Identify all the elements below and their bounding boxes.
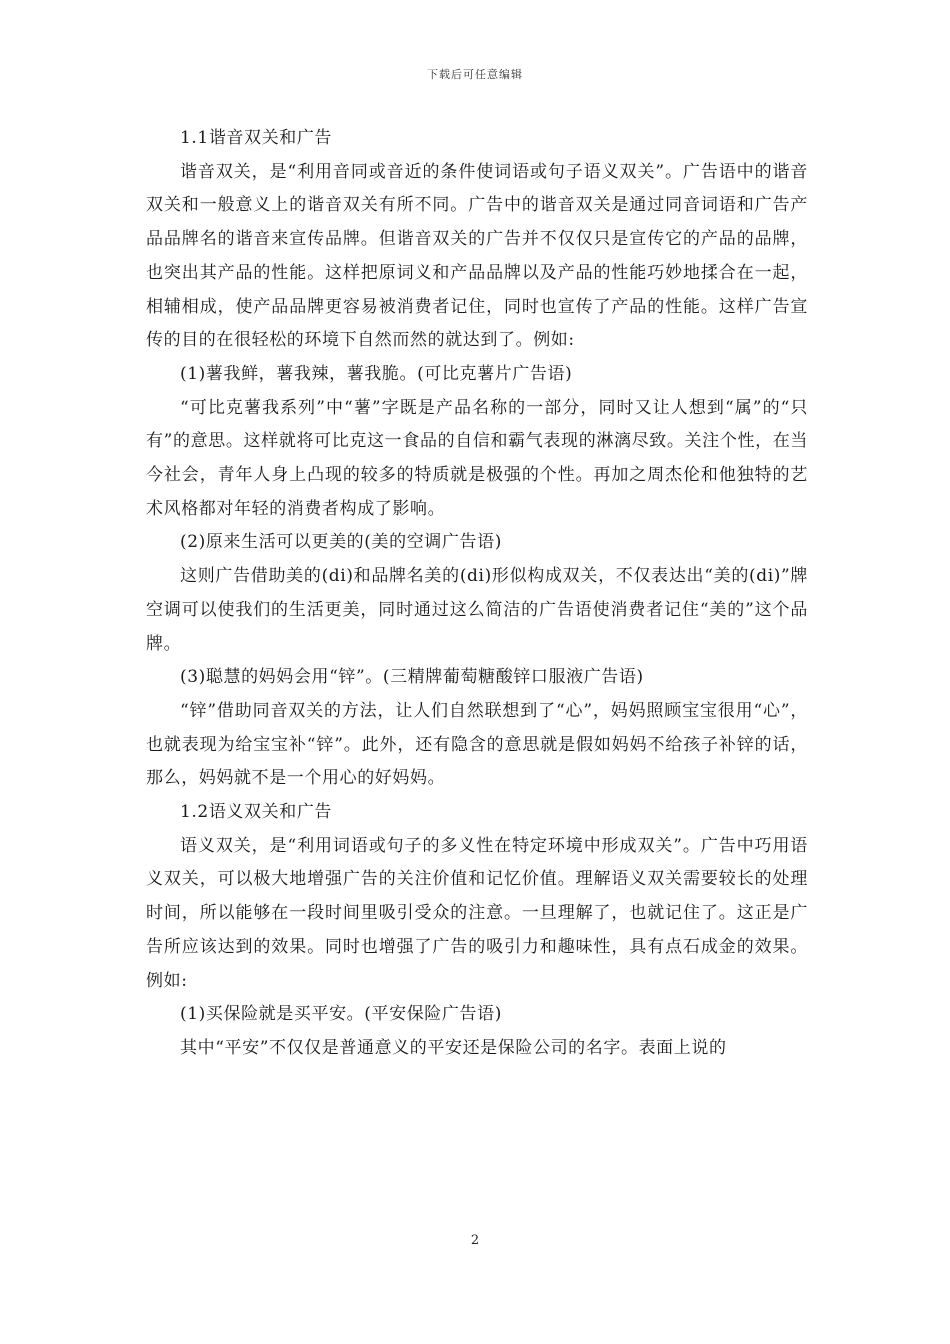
example-item: (2)原来生活可以更美的(美的空调广告语) — [180, 532, 502, 553]
page-number: 2 — [470, 1233, 480, 1248]
example-item: (1)买保险就是买平安。(平安保险广告语) — [180, 1004, 502, 1025]
example-item: (1)薯我鲜，薯我辣，薯我脆。(可比克薯片广告语) — [180, 363, 573, 384]
paragraph: “可比克薯我系列”中“薯”字既是产品名称的一部分，同时又让人想到“属”的“只有”的意思。这样就将可比克这一食品的自信和霸气表现的淋漓尽致。关注个性，在当今社会，青年人身上凸现的较多的特质就是极强的个性。再加之周杰伦和他独特的艺术风格都对年轻的消费者构成了影响。 — [146, 397, 808, 519]
document-body — [146, 122, 808, 1066]
page-header: 下载后可任意编辑 — [427, 68, 523, 81]
section-heading-1-2: 1.2语义双关和广告 — [180, 802, 333, 823]
paragraph: 这则广告借助美的(di)和品牌名美的(di)形似构成双关，不仅表达出“美的(di)”牌空调可以使我们的生活更美，同时通过这么简洁的广告语使消费者记住“美的”这个品牌。 — [146, 566, 808, 654]
section-heading-1-1: 1.1谐音双关和广告 — [180, 128, 333, 148]
paragraph: 其中“平安”不仅仅是普通意义的平安还是保险公司的名字。表面上说的 — [180, 1037, 727, 1058]
paragraph: 语义双关，是“利用词语或句子的多义性在特定环境中形成双关”。广告中巧用语义双关，可以极大地增强广告的关注价值和记忆价值。理解语义双关需要较长的处理时间，所以能够在一段时间里吸引受众的注意。一旦理解了，也就记住了。这正是广告所应该达到的效果。同时也增强了广告的吸引力和趣味性，具有点石成金的效果。例如: — [146, 835, 808, 991]
example-item: (3)聪慧的妈妈会用“锌”。(三精牌葡萄糖酸锌口服液广告语) — [180, 667, 644, 688]
paragraph: 谐音双关，是“利用音同或音近的条件使词语或句子语义双关”。广告语中的谐音双关和一般意义上的谐音双关有所不同。广告中的谐音双关是通过同音词语和广告产品品牌名的谐音来宣传品牌。但谐音双关的广告并不仅仅只是宣传它的产品的品牌，也突出其产品的性能。这样把原词义和产品品牌以及产品的性能巧妙地揉合在一起，相辅相成，使产品品牌更容易被消费者记住，同时也宣传了产品的性能。这样广告宣传的目的在很轻松的环境下自然而然的就达到了。例如: — [146, 161, 808, 351]
paragraph: “锌”借助同音双关的方法，让人们自然联想到了“心”，妈妈照顾宝宝很用“心”，也就表现为给宝宝补“锌”。此外，还有隐含的意思就是假如妈妈不给孩子补锌的话，那么，妈妈就不是一个用心的好妈妈。 — [146, 700, 808, 789]
